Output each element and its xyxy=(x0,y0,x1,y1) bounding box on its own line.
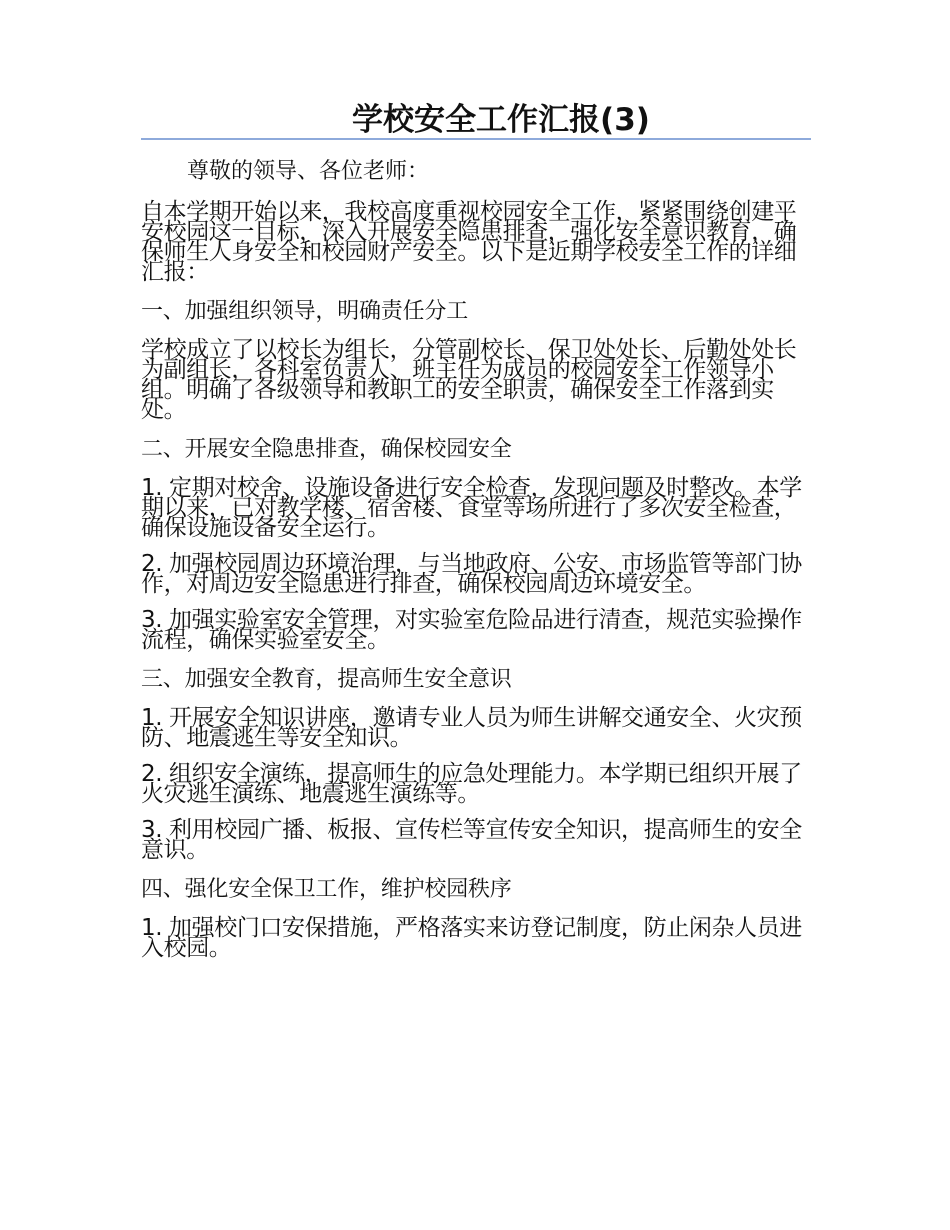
section-3-paragraph-3: 3. 利用校园广播、板报、宣传栏等宣传安全知识，提高师生的安全意识。 xyxy=(141,817,802,863)
greeting: 尊敬的领导、各位老师： xyxy=(187,159,430,184)
section-heading-2: 二、开展安全隐患排查，确保校园安全 xyxy=(141,437,512,462)
section-3-paragraph-2: 2. 组织安全演练，提高师生的应急处理能力。本学期已组织开展了火灾逃生演练、地震逃生演练等。 xyxy=(141,761,802,807)
section-4-paragraph-1: 1. 加强校门口安保措施，严格落实来访登记制度，防止闲杂人员进入校园。 xyxy=(141,915,802,961)
section-3-paragraph-1: 1. 开展安全知识讲座，邀请专业人员为师生讲解交通安全、火灾预防、地震逃生等安全知识。 xyxy=(141,705,802,751)
intro-paragraph: 自本学期开始以来，我校高度重视校园安全工作，紧紧围绕创建平安校园这一目标，深入开展安全隐患排查，强化安全意识教育，确保师生人身安全和校园财产安全。以下是近期学校安全工作的详细汇报： xyxy=(141,199,797,285)
document-title: 学校安全工作汇报(3) xyxy=(352,102,650,138)
section-2-paragraph-2: 2. 加强校园周边环境治理，与当地政府、公安、市场监管等部门协作，对周边安全隐患进行排查，确保校园周边环境安全。 xyxy=(141,551,802,597)
section-2-paragraph-3: 3. 加强实验室安全管理，对实验室危险品进行清查，规范实验操作流程，确保实验室安全。 xyxy=(141,607,802,653)
section-heading-1: 一、加强组织领导，明确责任分工 xyxy=(141,299,469,324)
section-heading-4: 四、强化安全保卫工作，维护校园秩序 xyxy=(141,877,512,902)
document-page xyxy=(141,100,811,974)
section-2-paragraph-1: 1. 定期对校舍、设施设备进行安全检查，发现问题及时整改。本学期以来，已对教学楼、宿舍楼、食堂等场所进行了多次安全检查，确保设施设备安全运行。 xyxy=(141,475,802,541)
section-1-paragraph-1: 学校成立了以校长为组长，分管副校长、保卫处处长、后勤处处长为副组长，各科室负责人、班主任为成员的校园安全工作领导小组。明确了各级领导和教职工的安全职责，确保安全工作落到实处。 xyxy=(141,337,797,423)
section-heading-3: 三、加强安全教育，提高师生安全意识 xyxy=(141,667,512,692)
